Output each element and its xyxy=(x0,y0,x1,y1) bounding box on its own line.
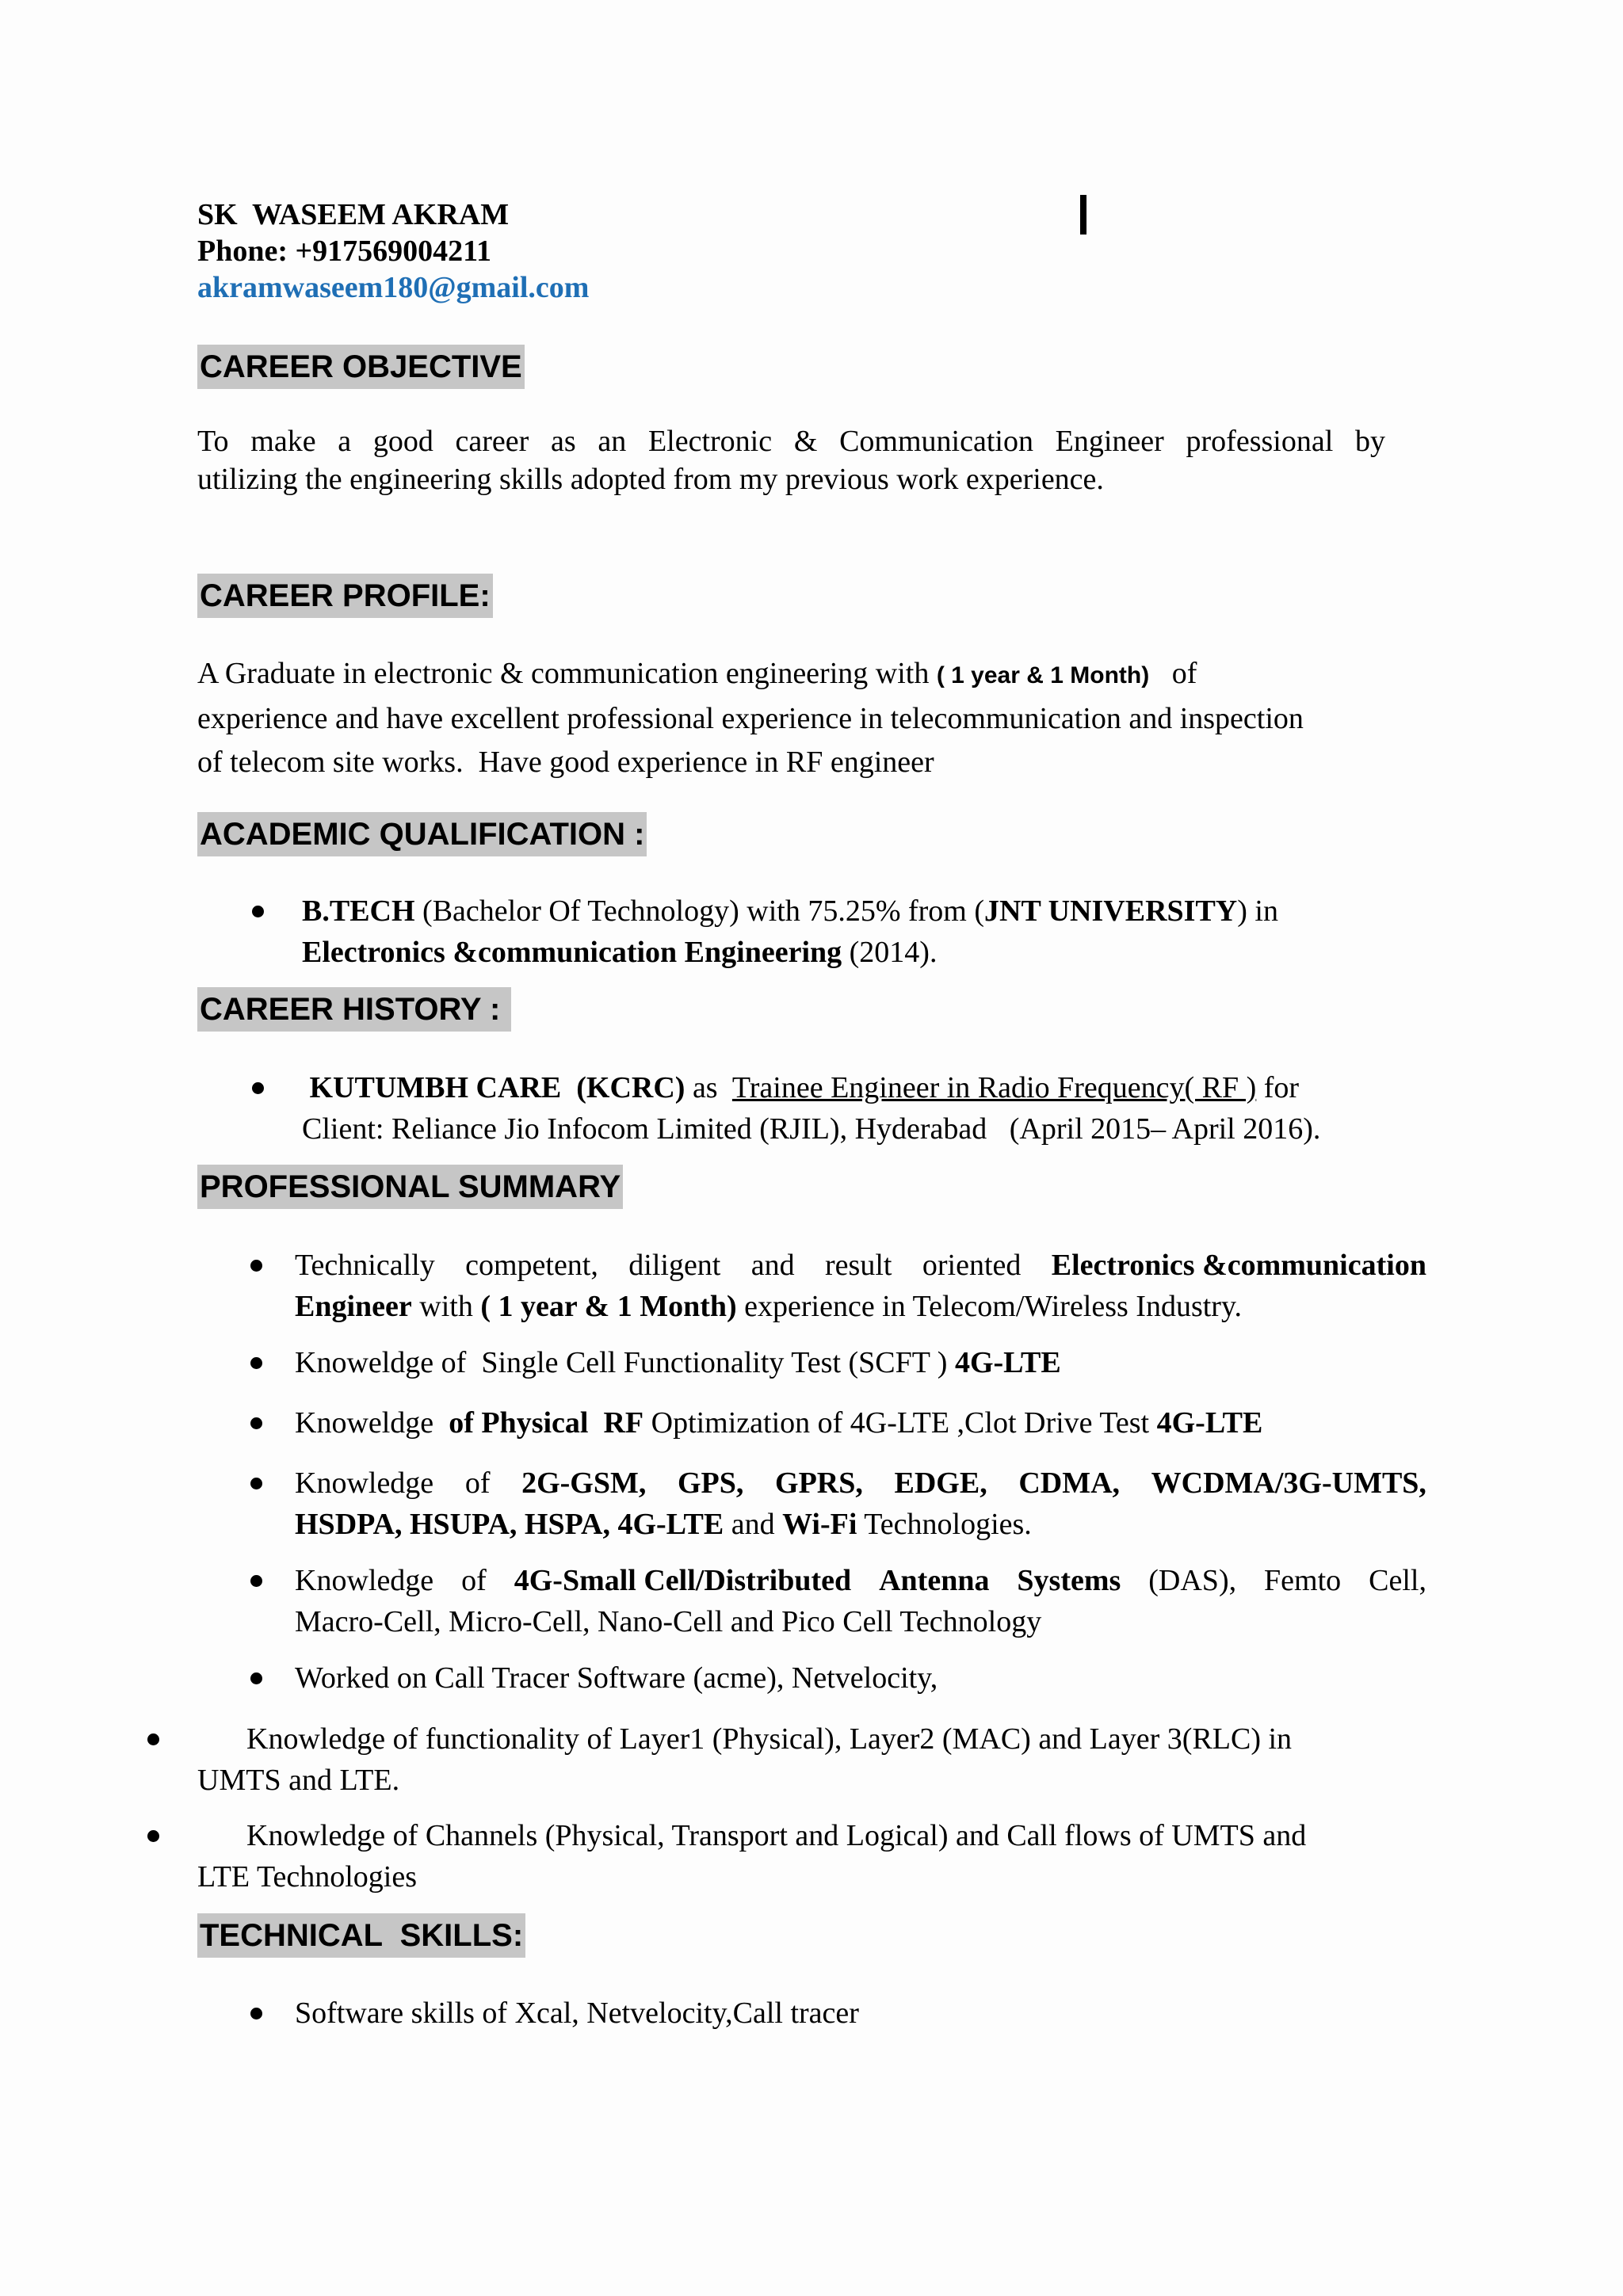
academic-item xyxy=(302,891,1278,973)
degree: B.TECH xyxy=(302,894,415,928)
word: by xyxy=(1354,425,1385,458)
text: A Graduate in electronic & communication engineering with xyxy=(197,657,937,690)
text: (Bachelor Of Technology) with 75.25% from ( xyxy=(414,894,985,928)
text: of xyxy=(1149,657,1197,690)
university: JNT UNIVERSITY xyxy=(984,894,1238,928)
text: HSDPA, HSUPA, HSPA, 4G-LTE xyxy=(295,1508,724,1541)
career-history-line-2: Client: Reliance Jio Infocom Limited (RJIL), Hyderabad (April 2015– April 2016). xyxy=(302,1112,1321,1146)
word: Knowledge xyxy=(295,1564,434,1597)
career-objective-text xyxy=(197,422,1385,498)
heading-career-profile: CAREER PROFILE: xyxy=(197,574,493,618)
job-role: Trainee Engineer in Radio Frequency( RF ) xyxy=(731,1071,1257,1104)
text: and xyxy=(724,1508,783,1541)
heading-career-history: CAREER HISTORY : xyxy=(197,987,511,1032)
word: of xyxy=(464,1466,491,1500)
summary-item-3 xyxy=(295,1402,1262,1444)
summary-item-5-line-1 xyxy=(295,1560,1426,1601)
bullet-icon xyxy=(250,2008,262,2019)
word: diligent xyxy=(628,1249,721,1282)
bullet-icon xyxy=(250,1478,262,1489)
career-objective-line-2: utilizing the engineering skills adopted from my previous work experience. xyxy=(197,463,1104,496)
text-cursor-mark xyxy=(1080,195,1086,235)
word: good xyxy=(372,425,433,458)
summary-item-7-line-1: Knowledge of functionality of Layer1 (Physical), Layer2 (MAC) and Layer 3(RLC) in xyxy=(246,1722,1293,1756)
summary-item-8-line-1: Knowledge of Channels (Physical, Transport and Logical) and Call flows of UMTS and xyxy=(246,1819,1307,1852)
experience-duration: ( 1 year & 1 Month) xyxy=(480,1290,737,1323)
experience-duration: ( 1 year & 1 Month) xyxy=(936,662,1150,688)
word: To xyxy=(197,425,229,458)
phone-number: Phone: +917569004211 xyxy=(197,235,492,268)
summary-item-5 xyxy=(295,1560,1426,1642)
bullet-icon xyxy=(250,1357,262,1369)
summary-item-7 xyxy=(197,1718,1292,1801)
word: competent, xyxy=(465,1249,598,1282)
email-link[interactable]: akramwaseem180@gmail.com xyxy=(197,271,590,304)
word: 2G-GSM, xyxy=(521,1466,647,1500)
word: make xyxy=(250,425,316,458)
career-objective-line-1 xyxy=(197,422,1385,460)
text: Knoweldge xyxy=(295,1406,449,1440)
text: for xyxy=(1256,1071,1300,1104)
summary-item-8 xyxy=(197,1815,1306,1897)
bullet-icon xyxy=(147,1733,159,1745)
contact-block xyxy=(197,196,589,306)
word: Engineer xyxy=(1055,425,1164,458)
heading-professional-summary: PROFESSIONAL SUMMARY xyxy=(197,1165,623,1209)
text: 4G-LTE xyxy=(954,1346,1061,1379)
word: Systems xyxy=(1017,1564,1121,1597)
career-profile-line-2: experience and have excellent professional experience in telecommunication and inspection xyxy=(197,702,1304,735)
word: Communication xyxy=(839,425,1033,458)
word: Technically xyxy=(295,1249,435,1282)
word: CDMA, xyxy=(1018,1466,1121,1500)
text: Knoweldge of Single Cell Functionality Test (SCFT ) xyxy=(295,1346,955,1379)
word: Knowledge xyxy=(295,1466,434,1500)
bullet-icon xyxy=(252,1082,264,1094)
word: Electronics &communication xyxy=(1051,1249,1426,1282)
word: EDGE, xyxy=(894,1466,987,1500)
text: 4G-LTE xyxy=(1156,1406,1263,1440)
text: experience in Telecom/Wireless Industry. xyxy=(736,1290,1242,1323)
word: GPS, xyxy=(678,1466,744,1500)
word: result xyxy=(825,1249,892,1282)
career-profile-text xyxy=(197,652,1304,784)
word: of xyxy=(461,1564,487,1597)
text: Wi-Fi xyxy=(782,1508,857,1541)
word: (DAS), xyxy=(1148,1564,1237,1597)
academic-line-2 xyxy=(302,932,1278,973)
summary-item-6: Worked on Call Tracer Software (acme), Netvelocity, xyxy=(295,1661,938,1695)
summary-item-1-line-2 xyxy=(295,1286,1426,1327)
summary-item-4-line-2 xyxy=(295,1504,1426,1545)
text: Technologies. xyxy=(857,1508,1032,1541)
word: a xyxy=(338,425,352,458)
bullet-icon xyxy=(250,1417,262,1429)
summary-item-4-line-1 xyxy=(295,1463,1426,1504)
summary-item-8-line-2: LTE Technologies xyxy=(197,1860,418,1894)
word: as xyxy=(551,425,576,458)
word: career xyxy=(455,425,529,458)
career-profile-line-1 xyxy=(197,652,1304,697)
summary-item-1-line-1 xyxy=(295,1245,1426,1286)
word: professional xyxy=(1186,425,1334,458)
technical-skills-item-1: Software skills of Xcal, Netvelocity,Call tracer xyxy=(295,1997,859,2030)
text: ) in xyxy=(1237,894,1278,928)
year: (2014). xyxy=(842,936,938,969)
bullet-icon xyxy=(252,906,264,917)
career-history-line-1 xyxy=(302,1067,1320,1108)
word: Cell, xyxy=(1369,1564,1426,1597)
summary-item-4 xyxy=(295,1463,1426,1545)
word: & xyxy=(793,425,818,458)
word: Antenna xyxy=(879,1564,990,1597)
word: and xyxy=(750,1249,795,1282)
word: an xyxy=(598,425,627,458)
text: Engineer xyxy=(295,1290,412,1323)
bullet-icon xyxy=(147,1830,159,1842)
candidate-name: SK WASEEM AKRAM xyxy=(197,198,510,231)
word: Electronic xyxy=(647,425,773,458)
heading-technical-skills: TECHNICAL SKILLS: xyxy=(197,1913,525,1958)
word: WCDMA/3G-UMTS, xyxy=(1151,1466,1426,1500)
company-name: KUTUMBH CARE (KCRC) xyxy=(309,1071,685,1104)
word: Femto xyxy=(1264,1564,1342,1597)
text: Optimization of 4G-LTE ,Clot Drive Test xyxy=(643,1406,1157,1440)
summary-item-2 xyxy=(295,1342,1061,1383)
summary-item-7-line-2: UMTS and LTE. xyxy=(197,1764,400,1797)
bullet-icon xyxy=(250,1575,262,1587)
branch: Electronics &communication Engineering xyxy=(302,936,842,969)
career-history-item xyxy=(302,1067,1320,1150)
text: with xyxy=(411,1290,481,1323)
summary-item-5-line-2: Macro-Cell, Micro-Cell, Nano-Cell and Pico Cell Technology xyxy=(295,1605,1042,1638)
word: 4G-Small Cell/Distributed xyxy=(514,1564,852,1597)
word: oriented xyxy=(922,1249,1022,1282)
word: GPRS, xyxy=(775,1466,863,1500)
text: as xyxy=(685,1071,732,1104)
bullet-icon xyxy=(250,1260,262,1272)
summary-item-1 xyxy=(295,1245,1426,1327)
text: of Physical RF xyxy=(449,1406,644,1440)
heading-career-objective: CAREER OBJECTIVE xyxy=(197,345,525,389)
bullet-icon xyxy=(250,1672,262,1684)
career-profile-line-3: of telecom site works. Have good experience in RF engineer xyxy=(197,746,934,779)
academic-line-1 xyxy=(302,891,1278,932)
heading-academic-qualification: ACADEMIC QUALIFICATION : xyxy=(197,812,647,856)
